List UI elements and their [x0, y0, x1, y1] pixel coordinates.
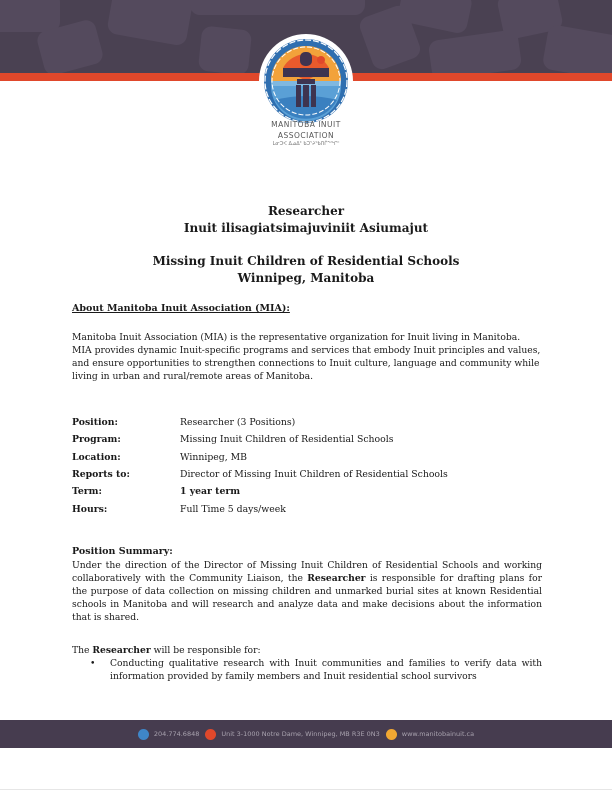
location-title: Winnipeg, Manitoba	[237, 271, 375, 285]
summary-body	[72, 559, 542, 624]
page-edge	[0, 789, 612, 790]
org-name-line1: MANITOBA INUIT	[271, 120, 341, 129]
program-title: Missing Inuit Children of Residential Schools	[152, 254, 460, 268]
job-details-table	[72, 414, 542, 518]
intro-bold-role: Researcher	[92, 645, 151, 656]
footer-band	[0, 720, 612, 748]
detail-row-location	[72, 449, 542, 466]
detail-row-term	[72, 483, 542, 500]
detail-label: Hours:	[72, 503, 108, 515]
about-body: Manitoba Inuit Association (MIA) is the representative organization for Inuit living in Manitoba. MIA provides dynamic Inuit-specific programs and services that embody Inuit principles and values, and ensure opportunities to strengthen connections to Inuit culture, language and community while living in urban and rural/remote areas of Manitoba.	[72, 332, 541, 382]
address-text: Unit 3-1000 Notre Dame, Winnipeg, MB R3E 0N3	[221, 730, 380, 738]
org-name-syllabics: ᒪᓂᑐᐸ ᐃᓄᐃᑦ ᑲᑐᔾᔨᖃᑎᒌᖕᖏᑦ	[272, 141, 340, 147]
org-name-line2: ASSOCIATION	[277, 131, 335, 140]
detail-label: Program:	[72, 434, 121, 446]
detail-label: Position:	[72, 417, 118, 429]
globe-icon	[386, 729, 397, 740]
intro-text: will be responsible for:	[150, 645, 261, 656]
decorative-stone	[198, 26, 252, 73]
detail-row-position	[72, 414, 542, 431]
footer-phone	[138, 729, 200, 740]
website-link[interactable]: www.manitobainuit.ca	[401, 730, 475, 738]
detail-row-reports-to	[72, 466, 542, 483]
phone-text: 204.774.6848	[153, 730, 200, 738]
footer-address	[205, 729, 379, 740]
detail-label: Term:	[72, 486, 102, 498]
location-icon	[205, 729, 216, 740]
detail-value: 1 year term	[180, 486, 241, 498]
decorative-stone	[106, 0, 193, 47]
summary-heading: Position Summary:	[72, 546, 173, 557]
intro-text: The	[72, 645, 93, 656]
job-title: Researcher	[267, 204, 345, 218]
detail-value: Researcher (3 Positions)	[180, 417, 296, 429]
summary-text: Under the direction of the Director of Missing Inuit Children of Residential Schools and working collaboratively with the Community Liaison, the	[72, 560, 542, 584]
detail-value: Full Time 5 days/week	[180, 503, 286, 515]
summary-bold-role: Researcher	[307, 573, 366, 584]
detail-label: Reports to:	[72, 469, 130, 481]
decorative-stone	[190, 0, 365, 15]
decorative-stone	[0, 0, 60, 32]
summary-text: is responsible for drafting plans for the purpose of data collection on missing children and unmarked burial sites at known Residential schools in Manitoba and will research and analyze data and make decisions about the information that is shared.	[72, 573, 542, 623]
decorative-stone	[542, 24, 612, 73]
job-title-inuktitut: Inuit ilisagiatsimajuviniit Asiumajut	[183, 221, 429, 235]
responsibilities-intro	[72, 644, 542, 657]
detail-label: Location:	[72, 451, 121, 463]
list-item: • Conducting qualitative research with Inuit communities and families to verify data with information provided by family members and Inuit residential school survivors	[72, 657, 542, 683]
footer-website[interactable]	[386, 729, 474, 740]
detail-value: Winnipeg, MB	[180, 451, 247, 463]
responsibilities-list	[72, 657, 542, 683]
detail-row-program	[72, 431, 542, 448]
detail-value: Director of Missing Inuit Children of Residential Schools	[180, 469, 448, 481]
inukshuk-logo-icon	[263, 38, 349, 124]
detail-value: Missing Inuit Children of Residential Schools	[180, 434, 394, 446]
about-heading: About Manitoba Inuit Association (MIA):	[72, 303, 290, 314]
phone-icon	[138, 729, 149, 740]
detail-row-hours	[72, 500, 542, 517]
